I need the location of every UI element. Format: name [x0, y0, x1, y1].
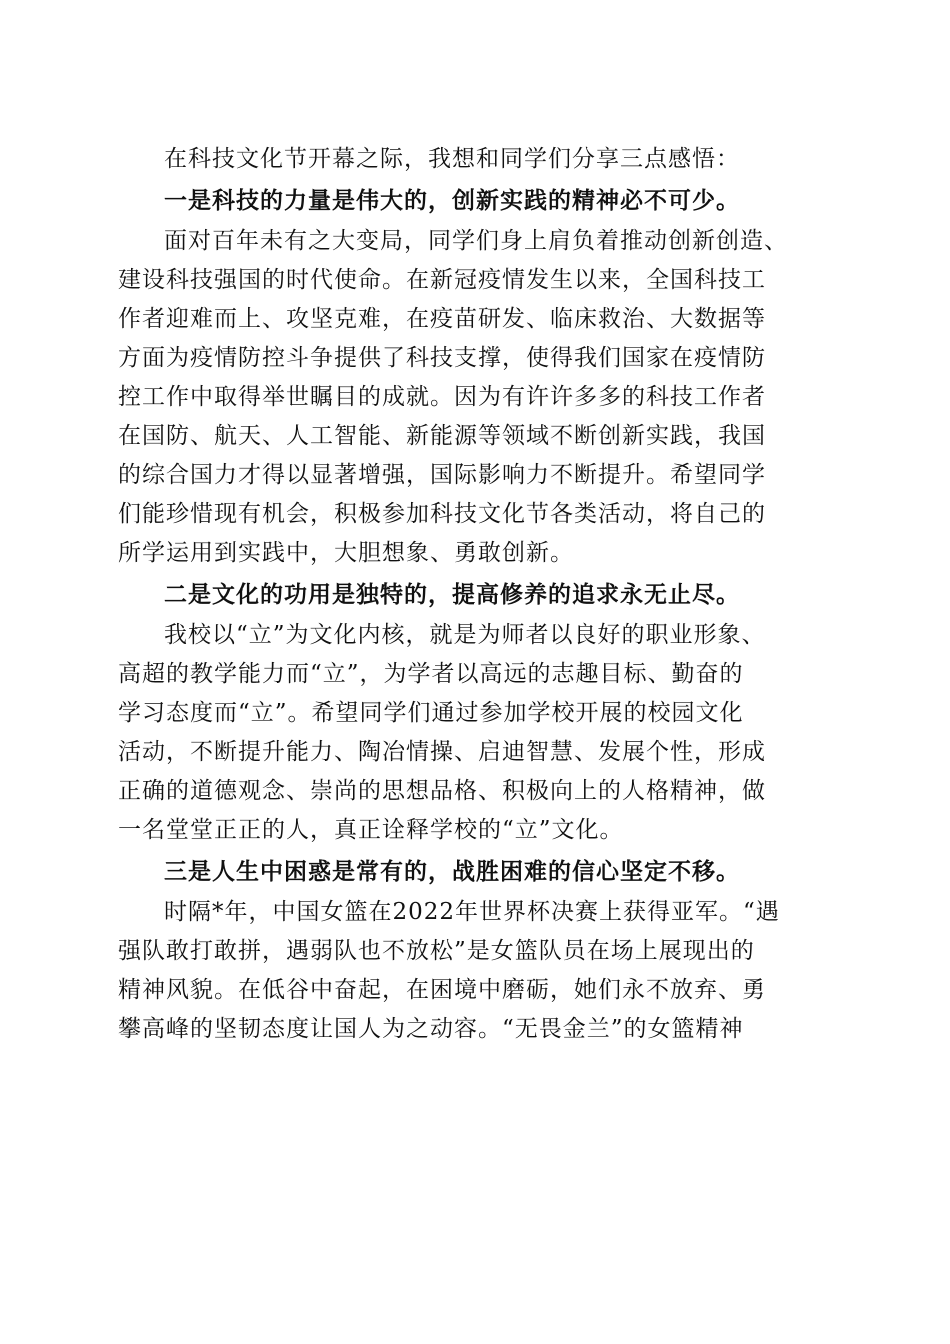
- section-2-body: 我校以“立”为文化内核，就是为师者以良好的职业形象、 高超的教学能力而“立”，为学者以高远的志趣目标、勤奋的 学习态度而“立”。希望同学们通过参加学校开展的校园文化 活动，不断提升能力、陶冶情操、启迪智慧、发展个性，形成 正确的道德观念、崇尚的思想品格、积极向上的人格精神，做 一名堂堂正正的人，真正诠释学校的“立”文化。: [118, 622, 766, 843]
- section-1-heading: 一是科技的力量是伟大的，创新实践的精神必不可少。: [164, 187, 740, 214]
- section-1-body: 面对百年未有之大变局，同学们身上肩负着推动创新创造、 建设科技强国的时代使命。在新冠疫情发生以来，全国科技工 作者迎难而上、攻坚克难，在疫苗研发、临床救治、大数据等 方面为疫情防控斗争提供了科技支撑，使得我们国家在疫情防 控工作中取得举世瞩目的成就。因为有许许多多的科技工作者 在国防、航天、人工智能、新能源等领域不断创新实践，我国 的综合国力才得以显著增强，国际影响力不断提升。希望同学 们能珍惜现有机会，积极参加科技文化节各类活动，将自己的 所学运用到实践中，大胆想象、勇敢创新。: [118, 228, 788, 566]
- intro-paragraph: 在科技文化节开幕之际，我想和同学们分享三点感悟：: [164, 146, 740, 172]
- document-body: [118, 140, 822, 1049]
- section-2-heading: 二是文化的功用是独特的，提高修养的追求永无止尽。: [164, 581, 740, 608]
- section-3-heading: 三是人生中困惑是常有的，战胜困难的信心坚定不移。: [164, 858, 740, 885]
- section-3-body: 时隔*年，中国女篮在2022年世界杯决赛上获得亚军。“遇 强队敢打敢拼，遇弱队也不放松”是女篮队员在场上展现出的 精神风貌。在低谷中奋起，在困境中磨砺，她们永不放弃、勇 攀高峰的坚韧态度让国人为之动容。“无畏金兰”的女篮精神: [118, 899, 780, 1042]
